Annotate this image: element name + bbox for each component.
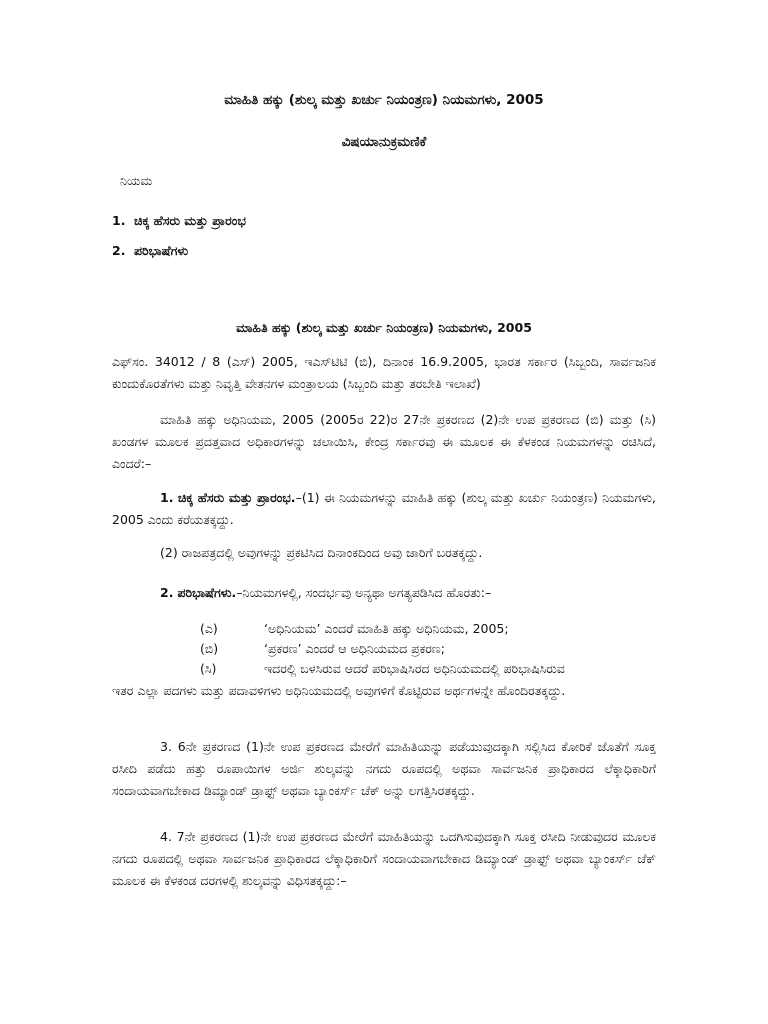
preamble-paragraph: ಮಾಹಿತಿ ಹಕ್ಕು ಅಧಿನಿಯಮ, 2005 (2005ರ 22)ರ 27ನೇ ಪ್ರಕರಣದ (2)ನೇ ಉಪ ಪ್ರಕರಣದ (ಬಿ) ಮತ್ತು (ಸಿ) ಖಂಡಗಳ ಮೂಲಕ ಪ್ರದತ್ತವಾದ ಅಧಿಕಾರಗಳನ್ನು ಚಲಾಯಿಸಿ, ಕೇಂದ್ರ ಸರ್ಕಾರವು ಈ ಮೂಲಕ ಈ ಕೆಳಕಂಡ ನಿಯಮಗಳನ್ನು ರಚಿಸಿದೆ, ಎಂದರೆ:–: [112, 412, 656, 471]
rules-title: ಮಾಹಿತಿ ಹಕ್ಕು (ಶುಲ್ಕ ಮತ್ತು ಖರ್ಚು ನಿಯಂತ್ರಣ) ನಿಯಮಗಳು, 2005: [236, 320, 532, 335]
toc-item-text: ಪರಿಭಾಷೆಗಳು: [134, 243, 189, 258]
rule-1-text: –(1) ಈ ನಿಯಮಗಳನ್ನು ಮಾಹಿತಿ ಹಕ್ಕು (ಶುಲ್ಕ ಮತ್ತು ಖರ್ಚು ನಿಯಂತ್ರಣ) ನಿಯಮಗಳು, 2005 ಎಂದು ಕರೆಯತಕ್ಕದ್ದು.: [112, 490, 656, 527]
rule-column-label: ನಿಯಮ: [120, 173, 153, 188]
rule-1-subrule-2: (2) ರಾಜಪತ್ರದಲ್ಲಿ ಅವುಗಳನ್ನು ಪ್ರಕಟಿಸಿದ ದಿನಾಂಕದಿಂದ ಅವು ಜಾರಿಗೆ ಬರತಕ್ಕದ್ದು.: [160, 545, 483, 560]
definition-text: ಇದರಲ್ಲಿ ಬಳಸಿರುವ ಆದರೆ ಪರಿಭಾಷಿಸಿರದ ಅಧಿನಿಯಮದಲ್ಲಿ ಪರಿಭಾಷಿಸಿರುವ: [264, 661, 565, 676]
definition-c-continuation: ಇತರ ಎಲ್ಲಾ ಪದಗಳು ಮತ್ತು ಪದಾವಳಿಗಳು ಅಧಿನಿಯಮದಲ್ಲಿ ಅವುಗಳಿಗೆ ಕೊಟ್ಟಿರುವ ಅರ್ಥಗಳನ್ನೇ ಹೊಂದಿರತಕ್ಕದ್ದು.: [112, 683, 566, 698]
rule-2-paragraph: [160, 585, 491, 601]
rule-2-text: –ನಿಯಮಗಳಲ್ಲಿ, ಸಂದರ್ಭವು ಅನ್ಯಥಾ ಅಗತ್ಯಪಡಿಸಿದ ಹೊರತು:–: [236, 585, 492, 600]
rule-4-paragraph: 4. 7ನೇ ಪ್ರಕರಣದ (1)ನೇ ಉಪ ಪ್ರಕರಣದ ಮೇರೆಗೆ ಮಾಹಿತಿಯನ್ನು ಒದಗಿಸುವುದಕ್ಕಾಗಿ ಸೂಕ್ತ ರಸೀದಿ ನೀಡುವುದರ ಮೂಲಕ ನಗದು ರೂಪದಲ್ಲಿ ಅಥವಾ ಸಾರ್ವಜನಿಕ ಪ್ರಾಧಿಕಾರದ ಲೆಕ್ಕಾಧಿಕಾರಿಗೆ ಸಂದಾಯವಾಗಬೇಕಾದ ಡಿಮ್ಯಾಂಡ್ ಡ್ರಾಫ್ಟ್ ಅಥವಾ ಬ್ಯಾಂಕರ್ಸ್ ಚೆಕ್ ಮೂಲಕ ಈ ಕೆಳಕಂಡ ದರಗಳಲ್ಲಿ ಶುಲ್ಕವನ್ನು ವಿಧಿಸತಕ್ಕದ್ದು:–: [112, 829, 656, 888]
toc-item: [112, 243, 188, 259]
definition-item: [200, 661, 565, 677]
toc-item-number: 2.: [112, 243, 126, 258]
definition-mark: (ಸಿ): [200, 661, 217, 676]
rule-2-heading: ಪರಿಭಾಷೆಗಳು.: [177, 585, 237, 600]
definition-item: [200, 621, 509, 637]
toc-item-number: 1.: [112, 213, 126, 228]
rule-3-paragraph: 3. 6ನೇ ಪ್ರಕರಣದ (1)ನೇ ಉಪ ಪ್ರಕರಣದ ಮೇರೆಗೆ ಮಾಹಿತಿಯನ್ನು ಪಡೆಯುವುದಕ್ಕಾಗಿ ಸಲ್ಲಿಸಿದ ಕೋರಿಕೆ ಜೊತೆಗೆ ಸೂಕ್ತ ರಸೀದಿ ಪಡೆದು ಹತ್ತು ರೂಪಾಯಿಗಳ ಅರ್ಜಿ ಶುಲ್ಕವನ್ನು ನಗದು ರೂಪದಲ್ಲಿ ಅಥವಾ ಸಾರ್ವಜನಿಕ ಪ್ರಾಧಿಕಾರದ ಲೆಕ್ಕಾಧಿಕಾರಿಗೆ ಸಂದಾಯವಾಗಬೇಕಾದ ಡಿಮ್ಯಾಂಡ್ ಡ್ರಾಫ್ಟ್ ಅಥವಾ ಬ್ಯಾಂಕರ್ಸ್ ಚೆಕ್ ಅನ್ನು ಲಗತ್ತಿಸಿರತಕ್ಕದ್ದು.: [112, 739, 656, 798]
definition-item: [200, 641, 445, 657]
definition-text: ‘ಪ್ರಕರಣ’ ಎಂದರೆ ಆ ಅಧಿನಿಯಮದ ಪ್ರಕರಣ;: [264, 641, 445, 656]
definition-text: ‘ಅಧಿನಿಯಮ’ ಎಂದರೆ ಮಾಹಿತಿ ಹಕ್ಕು ಅಧಿನಿಯಮ, 2005;: [264, 621, 509, 636]
rule-1-heading: ಚಿಕ್ಕ ಹೆಸರು ಮತ್ತು ಪ್ರಾರಂಭ.: [177, 490, 296, 505]
rule-2-number: 2.: [160, 585, 174, 600]
contents-heading: ವಿಷಯಾನುಕ್ರಮಣಿಕೆ: [341, 134, 427, 150]
document-title: ಮಾಹಿತಿ ಹಕ್ಕು (ಶುಲ್ಕ ಮತ್ತು ಖರ್ಚು ನಿಯಂತ್ರಣ) ನಿಯಮಗಳು, 2005: [224, 92, 544, 108]
notification-reference: ಎಫ್‌ಸಂ. 34012 / 8 (ಎಸ್) 2005, ಇಎಸ್‌ಟಿಟಿ (ಬಿ), ದಿನಾಂಕ 16.9.2005, ಭಾರತ ಸರ್ಕಾರ (ಸಿಬ್ಬಂದಿ, ಸಾರ್ವಜನಿಕ ಕುಂದುಕೊರತೆಗಳು ಮತ್ತು ನಿವೃತ್ತಿ ವೇತನಗಳ ಮಂತ್ರಾಲಯ (ಸಿಬ್ಬಂದಿ ಮತ್ತು ತರಬೇತಿ ಇಲಾಖೆ): [112, 354, 656, 391]
rule-1-paragraph: [112, 487, 656, 531]
rule-1-number: 1.: [160, 490, 174, 505]
toc-item: [112, 213, 246, 229]
toc-item-text: ಚಿಕ್ಕ ಹೆಸರು ಮತ್ತು ಪ್ರಾರಂಭ: [134, 213, 246, 228]
definition-mark: (ಎ): [200, 621, 218, 636]
definition-mark: (ಬಿ): [200, 641, 219, 656]
